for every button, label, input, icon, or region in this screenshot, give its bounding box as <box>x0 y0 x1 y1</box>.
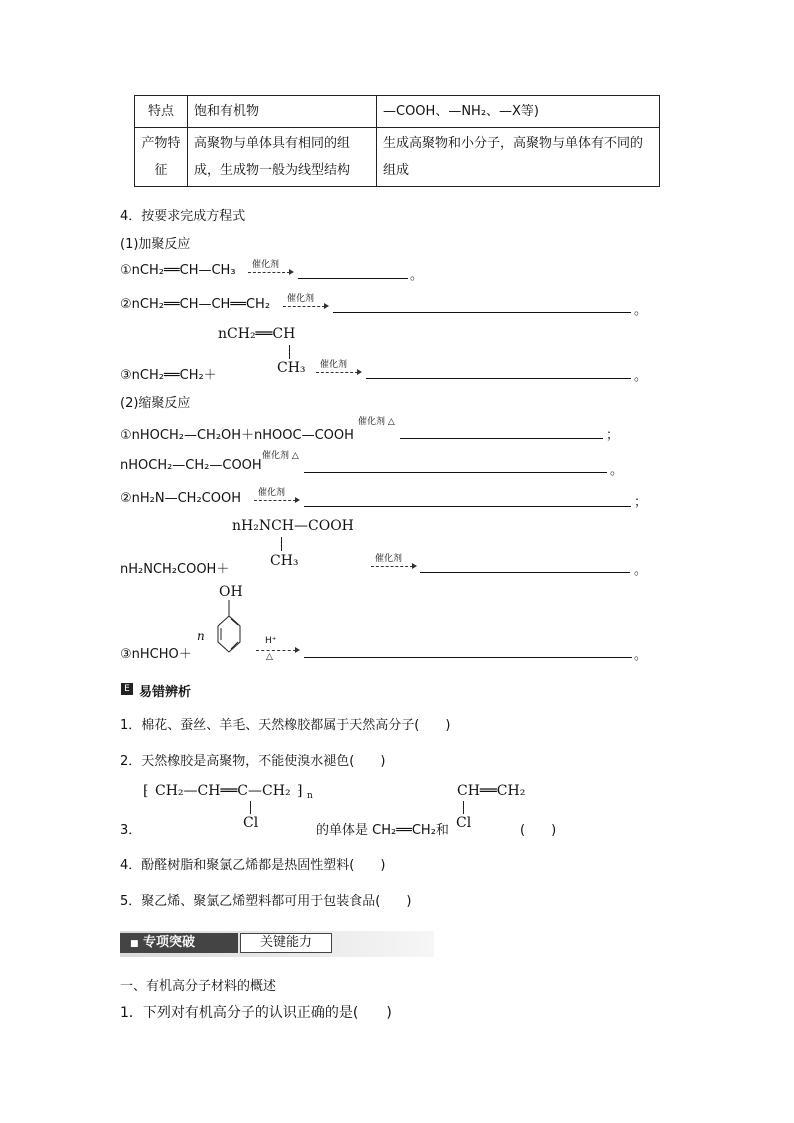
semicolon: ； <box>606 428 620 443</box>
period: 。 <box>634 648 648 663</box>
arrow-icon <box>256 650 296 651</box>
polymer-bracket-right: ⁆ <box>297 783 303 799</box>
bond-line <box>281 537 282 551</box>
heat-symbol: △ <box>266 652 273 662</box>
bond-line <box>250 801 251 814</box>
period: 。 <box>410 268 424 283</box>
addition-cell: 高聚物与单体具有相同的组成，生成物一般为线型结构 <box>188 128 377 187</box>
methyl-group: CH₃ <box>270 553 299 569</box>
eq-a1: ①nCH₂══CH—CH₃ <box>120 263 236 278</box>
arrow-icon <box>316 372 358 373</box>
condensation-cell: —COOH、—NH₂、—X等) <box>377 96 660 128</box>
bond-line <box>463 801 464 814</box>
eq-a2: ②nCH₂══CH—CH══CH₂ <box>120 297 271 312</box>
catalyst-label: 催化剂 <box>258 488 286 498</box>
eq-a3: ③nCH₂══CH₂＋ <box>120 368 217 383</box>
section-title: 一、有机高分子材料的概述 <box>120 979 277 994</box>
acid-catalyst: H⁺ <box>265 636 277 646</box>
arrow-icon <box>254 500 296 501</box>
alanine-structure: nH₂NCH—COOH <box>232 518 354 534</box>
period: 。 <box>634 369 648 384</box>
n-coefficient: n <box>197 629 205 643</box>
table-row <box>135 96 660 128</box>
comparison-table <box>134 95 660 187</box>
catalyst-label: 催化剂 <box>320 360 348 370</box>
answer-line[interactable] <box>400 438 603 439</box>
hydroxyl-label: OH <box>219 584 243 600</box>
answer-line[interactable] <box>298 278 408 279</box>
banner-left-label: 专项突破 <box>143 935 196 950</box>
banner-right-label: 关键能力 <box>240 933 332 953</box>
chloroprene-polymer: CH₂—CH══C—CH₂ <box>155 783 291 799</box>
table-row <box>135 128 660 187</box>
error-item-number: 3． <box>120 823 142 838</box>
section-icon: E <box>121 683 133 695</box>
eq-c2a: ②nH₂N—CH₂COOH <box>120 491 241 506</box>
eq-c2b: nH₂NCH₂COOH＋ <box>120 562 230 577</box>
answer-line[interactable] <box>304 657 632 658</box>
period: 。 <box>634 563 648 578</box>
error-item-text: 的单体是 CH₂══CH₂和 <box>316 823 449 838</box>
banner-left <box>120 933 238 953</box>
errors-heading: 易错辨析 <box>139 685 192 700</box>
question-text: 1．下列对有机高分子的认识正确的是( ) <box>120 1005 392 1021</box>
semicolon: ； <box>634 495 648 510</box>
catalyst-label: 催化剂 <box>375 554 403 564</box>
arrow-icon <box>371 566 413 567</box>
vinyl-chloride: CH══CH₂ <box>457 783 526 799</box>
eq-c1a: ①nHOCH₂—CH₂OH＋nHOOC—COOH <box>120 428 354 443</box>
catalyst-label: 催化剂 <box>252 260 280 270</box>
square-icon: ■ <box>130 939 139 949</box>
answer-line[interactable] <box>333 312 631 313</box>
polymer-bracket-left: ⁅ <box>143 783 149 799</box>
row-label: 产物特征 <box>135 128 188 187</box>
error-item: 5．聚乙烯、聚氯乙烯塑料都可用于包装食品( ) <box>120 894 412 909</box>
arrow-icon <box>283 306 325 307</box>
row-label: 特点 <box>135 96 188 128</box>
propene-structure: nCH₂══CH <box>218 326 296 342</box>
addition-cell: 饱和有机物 <box>188 96 377 128</box>
eq-c3: ③nHCHO＋ <box>120 647 192 662</box>
error-item: 1．棉花、蚕丝、羊毛、天然橡胶都属于天然高分子( ) <box>120 718 451 733</box>
answer-line[interactable] <box>366 378 631 379</box>
period: 。 <box>610 463 624 478</box>
answer-line[interactable] <box>304 506 631 507</box>
addition-heading: (1)加聚反应 <box>120 237 191 252</box>
error-item: 4．酚醛树脂和聚氯乙烯都是热固性塑料( ) <box>120 858 386 873</box>
bond-line <box>289 345 290 359</box>
methyl-group: CH₃ <box>277 360 306 376</box>
condensation-cell: 生成高聚物和小分子，高聚物与单体有不同的组成 <box>377 128 660 187</box>
catalyst-heat-label: 催化剂 △ <box>262 451 299 461</box>
condensation-heading: (2)缩聚反应 <box>120 396 191 411</box>
arrow-icon <box>248 272 290 273</box>
benzene-ring-icon <box>210 600 242 658</box>
catalyst-label: 催化剂 <box>287 294 315 304</box>
answer-paren[interactable]: ( ) <box>520 823 557 838</box>
eq-c1b: nHOCH₂—CH₂—COOH <box>120 458 262 473</box>
section-banner <box>120 931 434 957</box>
chlorine-label: Cl <box>243 815 259 831</box>
catalyst-heat-label: 催化剂 △ <box>358 417 395 427</box>
answer-line[interactable] <box>304 472 607 473</box>
period: 。 <box>634 303 648 318</box>
q4-title: 4．按要求完成方程式 <box>120 209 246 224</box>
polymer-n: n <box>307 791 313 801</box>
error-item: 2．天然橡胶是高聚物，不能使溴水褪色( ) <box>120 754 386 769</box>
answer-line[interactable] <box>420 572 630 573</box>
chlorine-label: Cl <box>456 815 472 831</box>
